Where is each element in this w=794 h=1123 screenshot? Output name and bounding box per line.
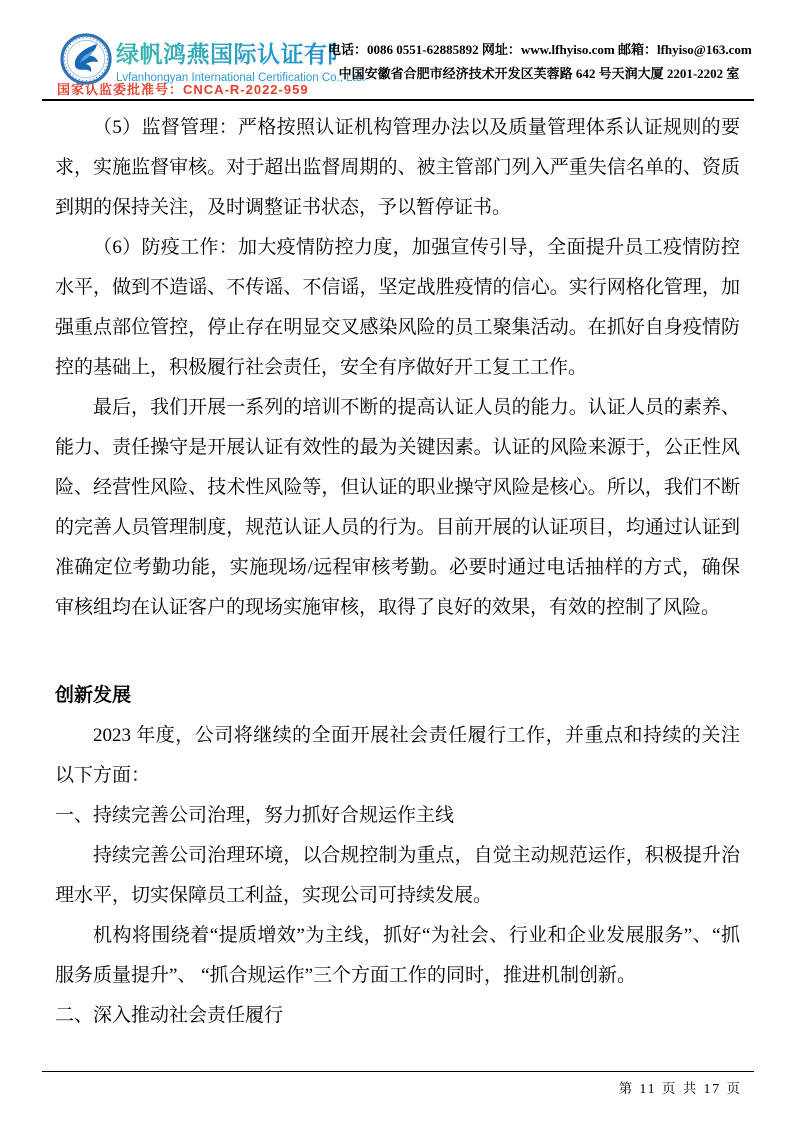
letterhead-header bbox=[0, 0, 794, 97]
paragraph-training: 最后，我们开展一系列的培训不断的提高认证人员的能力。认证人员的素养、能力、责任操守是开展认证有效性的最为关键因素。认证的风险来源于，公正性风险、经营性风险、技术性风险等，但认证的职业操守风险是核心。所以，我们不断的完善人员管理制度，规范认证人员的行为。目前开展的认证项目，均通过认证到准确定位考勤功能，实施现场/远程审核考勤。必要时通过电话抽样的方式，确保审核组均在认证客户的现场实施审核，取得了良好的效果，有效的控制了风险。 bbox=[55, 397, 740, 618]
company-logo-icon bbox=[60, 33, 112, 85]
paragraph-supervision: （5）监督管理：严格按照认证机构管理办法以及质量管理体系认证规则的要求，实施监督审核。对于超出监督周期的、被主管部门列入严重失信名单的、资质到期的保持关注，及时调整证书状态，予以暂停证书。 bbox=[55, 117, 740, 218]
approval-number-line bbox=[57, 79, 309, 98]
paragraph-mechanism: 机构将围绕着“提质增效”为主线，抓好“为社会、行业和企业发展服务”、“抓服务质量提升”、 “抓合规运作”三个方面工作的同时，推进机制创新。 bbox=[55, 925, 740, 986]
footer-divider-rule bbox=[42, 1071, 754, 1072]
company-name-zh: 绿帆鸿燕国际认证有限公司 bbox=[116, 36, 336, 69]
contact-line-address: 中国安徽省合肥市经济技术开发区芙蓉路 642 号天润大厦 2201-2202 室 bbox=[338, 66, 740, 81]
approval-label: 国家认监委批准号： bbox=[57, 82, 184, 97]
contact-block bbox=[328, 38, 750, 86]
company-name-block bbox=[116, 36, 398, 84]
header-divider-rule bbox=[42, 99, 754, 101]
paragraph-pandemic: （6）防疫工作：加大疫情防控力度，加强宣传引导，全面提升员工疫情防控水平，做到不造谣、不传谣、不信谣，坚定战胜疫情的信心。实行网格化管理，加强重点部位管控，停止存在明显交叉感染风险的员工聚集活动。在抓好自身疫情防 控的基础上，积极履行社会责任，安全有序做好开工复工工作。 bbox=[55, 237, 740, 378]
list-item-two-title: 二、深入推动社会责任履行 bbox=[55, 1005, 284, 1026]
contact-line-phone-web-mail: 电话：0086 0551-62885892 网址：www.lfhyiso.com 邮箱：lfhyiso@163.com bbox=[328, 42, 752, 57]
approval-number: CNCA-R-2022-959 bbox=[183, 82, 309, 97]
section-heading-innovation: 创新发展 bbox=[55, 685, 132, 706]
page-number: 第 11 页 共 17 页 bbox=[618, 1081, 742, 1096]
paragraph-governance: 持续完善公司治理环境，以合规控制为重点，自觉主动规范运作，积极提升治理水平，切实保障员工利益，实现公司可持续发展。 bbox=[55, 845, 740, 906]
document-body bbox=[55, 108, 740, 1036]
list-item-one-title: 一、持续完善公司治理，努力抓好合规运作主线 bbox=[55, 805, 455, 826]
company-name-en: Lvfanhongyan International Certification Co., Ltd. bbox=[116, 72, 366, 84]
paragraph-2023-plan: 2023 年度，公司将继续的全面开展社会责任履行工作，并重点和持续的关注以下方面： bbox=[55, 725, 740, 786]
